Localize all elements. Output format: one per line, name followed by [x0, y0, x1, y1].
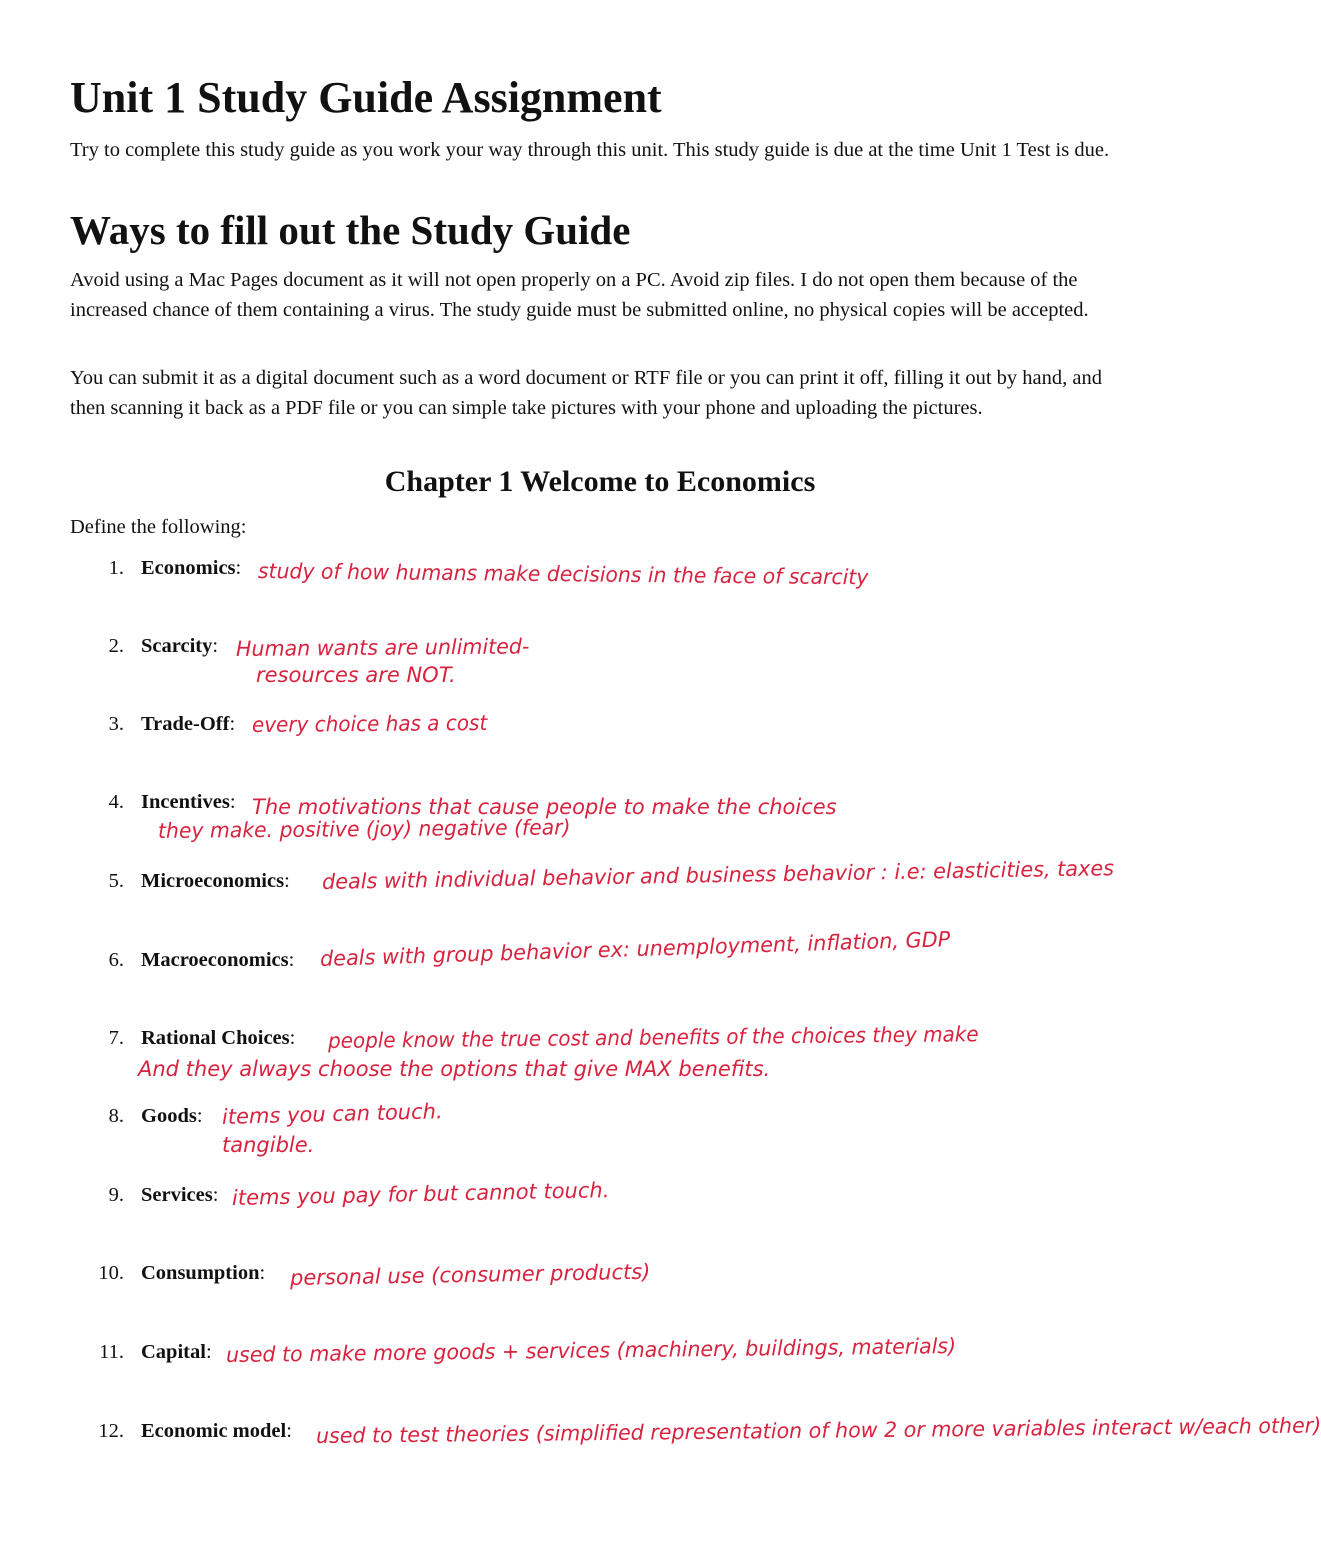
item-term-text: Scarcity: [141, 635, 213, 657]
ways-paragraph-2: You can submit it as a digital document such as a word document or RTF file or you can print it off, filling it out by hand, and then scanning it back as a PDF file or you can simple take pictures with your phone and uploading the pictures.: [70, 367, 1102, 419]
definition-item: [0, 1413, 1321, 1496]
item-term-text: Macroeconomics: [141, 949, 289, 971]
handwritten-answer-line: used to make more goods + services (machinery, buildings, materials): [225, 1334, 957, 1367]
ways-paragraph-1: Avoid using a Mac Pages document as it will not open properly on a PC. Avoid zip files. I do not open them because of the increased chance of them containing a virus. The study guide must be submitted online, no physical copies will be accepted.: [70, 269, 1089, 321]
handwritten-answer-line: tangible.: [222, 1133, 315, 1157]
item-term-text: Economic model: [141, 1420, 287, 1442]
handwritten-answer-line: resources are NOT.: [256, 663, 456, 687]
definition-item: [0, 631, 1200, 711]
page-title: Unit 1 Study Guide Assignment: [70, 73, 662, 122]
item-number: 1.: [108, 557, 124, 579]
handwritten-answer-line: personal use (consumer products): [289, 1259, 651, 1290]
item-term: [141, 1023, 295, 1053]
item-term-colon: :: [196, 1105, 203, 1127]
item-term: [141, 1180, 218, 1210]
handwritten-answer-line: items you pay for but cannot touch.: [231, 1178, 610, 1210]
item-term: [141, 787, 236, 817]
item-number: 9.: [108, 1184, 124, 1206]
item-number: 3.: [108, 713, 124, 735]
item-term: [141, 866, 290, 896]
definition-item: [0, 1180, 1200, 1260]
definition-item: [0, 1101, 1200, 1181]
handwritten-answer-line: people know the true cost and benefits of the choices they make: [327, 1022, 979, 1053]
handwritten-answer-line: every choice has a cost: [251, 710, 488, 737]
item-term-colon: :: [205, 1341, 212, 1363]
item-term-colon: :: [289, 1027, 296, 1049]
handwritten-answer-line: used to test theories (simplified representation of how 2 or more variables interact w/each other): [315, 1413, 1321, 1448]
definition-item: [0, 709, 1200, 789]
item-term-text: Rational Choices: [141, 1027, 290, 1049]
handwritten-answer-line: they make. positive (joy) negative (fear): [157, 815, 571, 843]
item-term-text: Goods: [141, 1105, 197, 1127]
item-term-text: Consumption: [141, 1262, 260, 1284]
define-label: Define the following:: [70, 516, 247, 538]
handwritten-answer-line: deals with individual behavior and business behavior : i.e: elasticities, taxes: [321, 856, 1115, 894]
item-term-colon: :: [212, 635, 219, 657]
item-term-text: Capital: [141, 1341, 206, 1363]
item-number: 2.: [108, 635, 124, 657]
item-number: 4.: [108, 791, 124, 813]
item-term-text: Incentives: [141, 791, 230, 813]
item-term-colon: :: [259, 1262, 266, 1284]
item-term: [141, 631, 218, 661]
item-number: 8.: [108, 1105, 124, 1127]
item-term: [141, 1337, 212, 1367]
item-number: 6.: [108, 949, 124, 971]
item-term-text: Economics: [141, 557, 236, 579]
handwritten-answer-line: items you can touch.: [221, 1099, 443, 1129]
item-number: 12.: [98, 1420, 124, 1442]
item-term-colon: :: [235, 557, 242, 579]
definition-item: [0, 1334, 1200, 1417]
definition-item: [0, 927, 1200, 1025]
item-term-colon: :: [212, 1184, 219, 1206]
handwritten-answer-line: And they always choose the options that give MAX benefits.: [138, 1057, 771, 1081]
item-term-text: Services: [141, 1184, 213, 1206]
item-term: [141, 553, 241, 583]
item-number: 7.: [108, 1027, 124, 1049]
definition-item: [0, 553, 1200, 633]
item-term: [141, 1258, 265, 1288]
definition-item: [0, 1023, 1200, 1103]
handwritten-answer-line: Human wants are unlimited-: [235, 634, 530, 661]
definition-item: [0, 1258, 1200, 1338]
item-term-text: Microeconomics: [141, 870, 285, 892]
item-term-colon: :: [229, 713, 236, 735]
definition-item: [0, 856, 1200, 946]
item-term-colon: :: [229, 791, 236, 813]
intro-paragraph: Try to complete this study guide as you work your way through this unit. This study guide is due at the time Unit 1 Test is due.: [70, 139, 1110, 161]
ways-heading: Ways to fill out the Study Guide: [70, 207, 631, 253]
item-term-text: Trade-Off: [141, 713, 230, 735]
item-term-colon: :: [286, 1420, 292, 1442]
item-number: 11.: [99, 1341, 124, 1363]
item-number: 5.: [108, 870, 124, 892]
handwritten-answer-line: deals with group behavior ex: unemployment, inflation, GDP: [319, 927, 951, 971]
item-term: [141, 1101, 203, 1131]
item-term: [141, 945, 294, 975]
item-number: 10.: [98, 1262, 124, 1284]
item-term: [141, 1416, 292, 1446]
item-term: [141, 709, 235, 739]
handwritten-answer-line: study of how humans make decisions in the face of scarcity: [257, 559, 869, 590]
handwritten-answer-line: The motivations that cause people to make the choices: [252, 795, 837, 819]
item-term-colon: :: [288, 949, 295, 971]
item-term-colon: :: [284, 870, 290, 892]
chapter-heading: Chapter 1 Welcome to Economics: [384, 465, 816, 498]
